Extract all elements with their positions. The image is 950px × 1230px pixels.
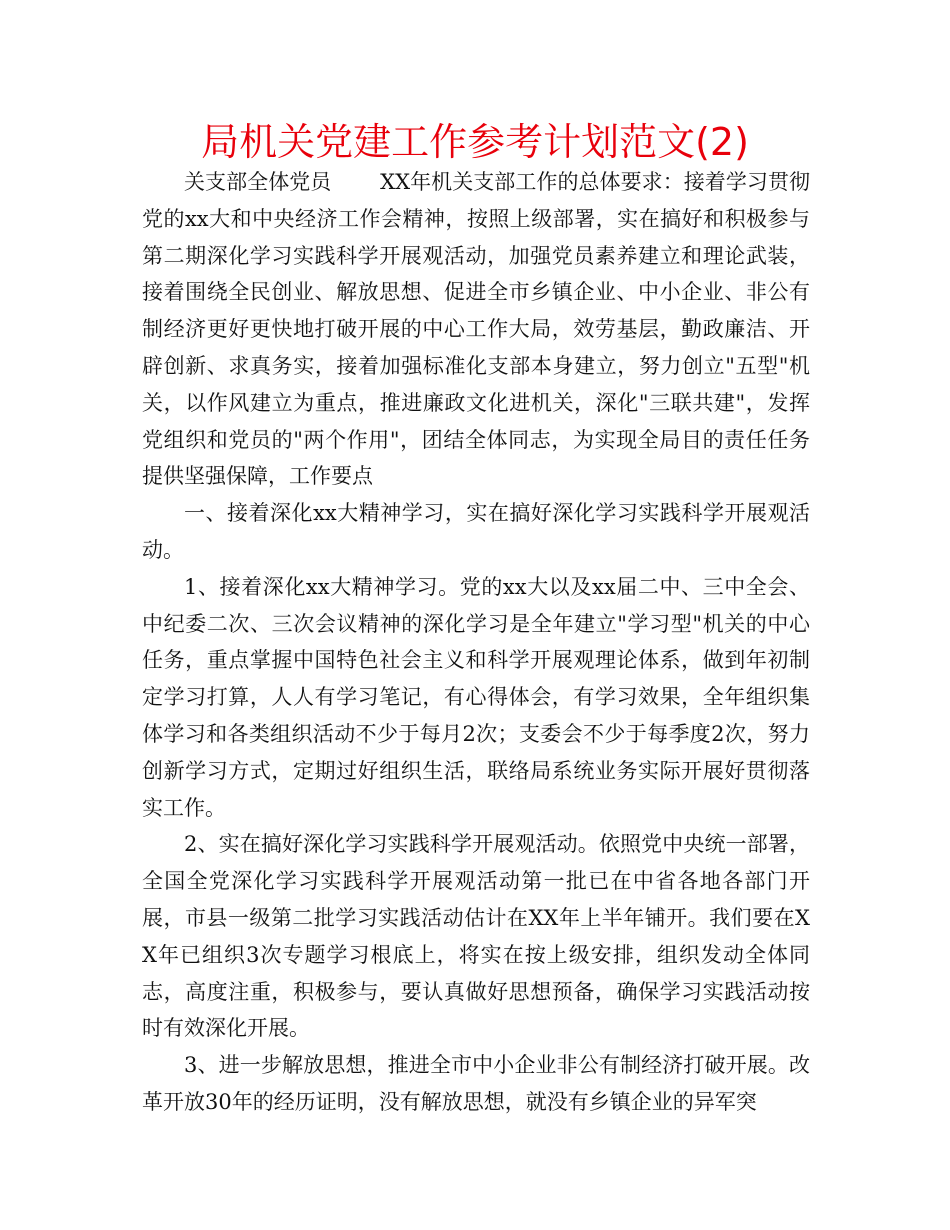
paragraph-item-2: 2、实在搞好深化学习实践科学开展观活动。依照党中央统一部署，全国全党深化学习实践科学开展观活动第一批已在中省各地各部门开展，市县一级第二批学习实践活动估计在XX年上半年铺开。我们要在XX年已组织3次专题学习根底上，将实在按上级安排，组织发动全体同志，高度注重，积极参与，要认真做好思想预备，确保学习实践活动按时有效深化开展。 bbox=[142, 832, 810, 1041]
paragraph-intro: 关支部全体党员 XX年机关支部工作的总体要求：接着学习贯彻党的xx大和中央经济工作会精神，按照上级部署，实在搞好和积极参与第二期深化学习实践科学开展观活动，加强党员素养建立和理论武装，接着围绕全民创业、解放思想、促进全市乡镇企业、中小企业、非公有制经济更好更快地打破开展的中心工作大局，效劳基层，勤政廉洁、开辟创新、求真务实，接着加强标准化支部本身建立，努力创立"五型"机关，以作风建立为重点，推进廉政文化进机关，深化"三联共建"，发挥党组织和党员的"两个作用"，团结全体同志，为实现全局目的责任任务提供坚强保障，工作要点 bbox=[142, 170, 810, 489]
document-body bbox=[142, 164, 810, 1121]
document-title: 局机关党建工作参考计划范文(2) bbox=[201, 120, 749, 164]
paragraph-item-3: 3、进一步解放思想，推进全市中小企业非公有制经济打破开展。改革开放30年的经历证明，没有解放思想，就没有乡镇企业的异军突 bbox=[142, 1053, 810, 1114]
paragraph-item-1: 1、接着深化xx大精神学习。党的xx大以及xx届二中、三中全会、中纪委二次、三次会议精神的深化学习是全年建立"学习型"机关的中心任务，重点掌握中国特色社会主义和科学开展观理论体系，做到年初制定学习打算，人人有学习笔记，有心得体会，有学习效果，全年组织集体学习和各类组织活动不少于每月2次；支委会不少于每季度2次，努力创新学习方式，定期过好组织生活，联络局系统业务实际开展好贯彻落实工作。 bbox=[142, 574, 810, 820]
paragraph-section-one: 一、接着深化xx大精神学习，实在搞好深化学习实践科学开展观活动。 bbox=[142, 501, 810, 562]
